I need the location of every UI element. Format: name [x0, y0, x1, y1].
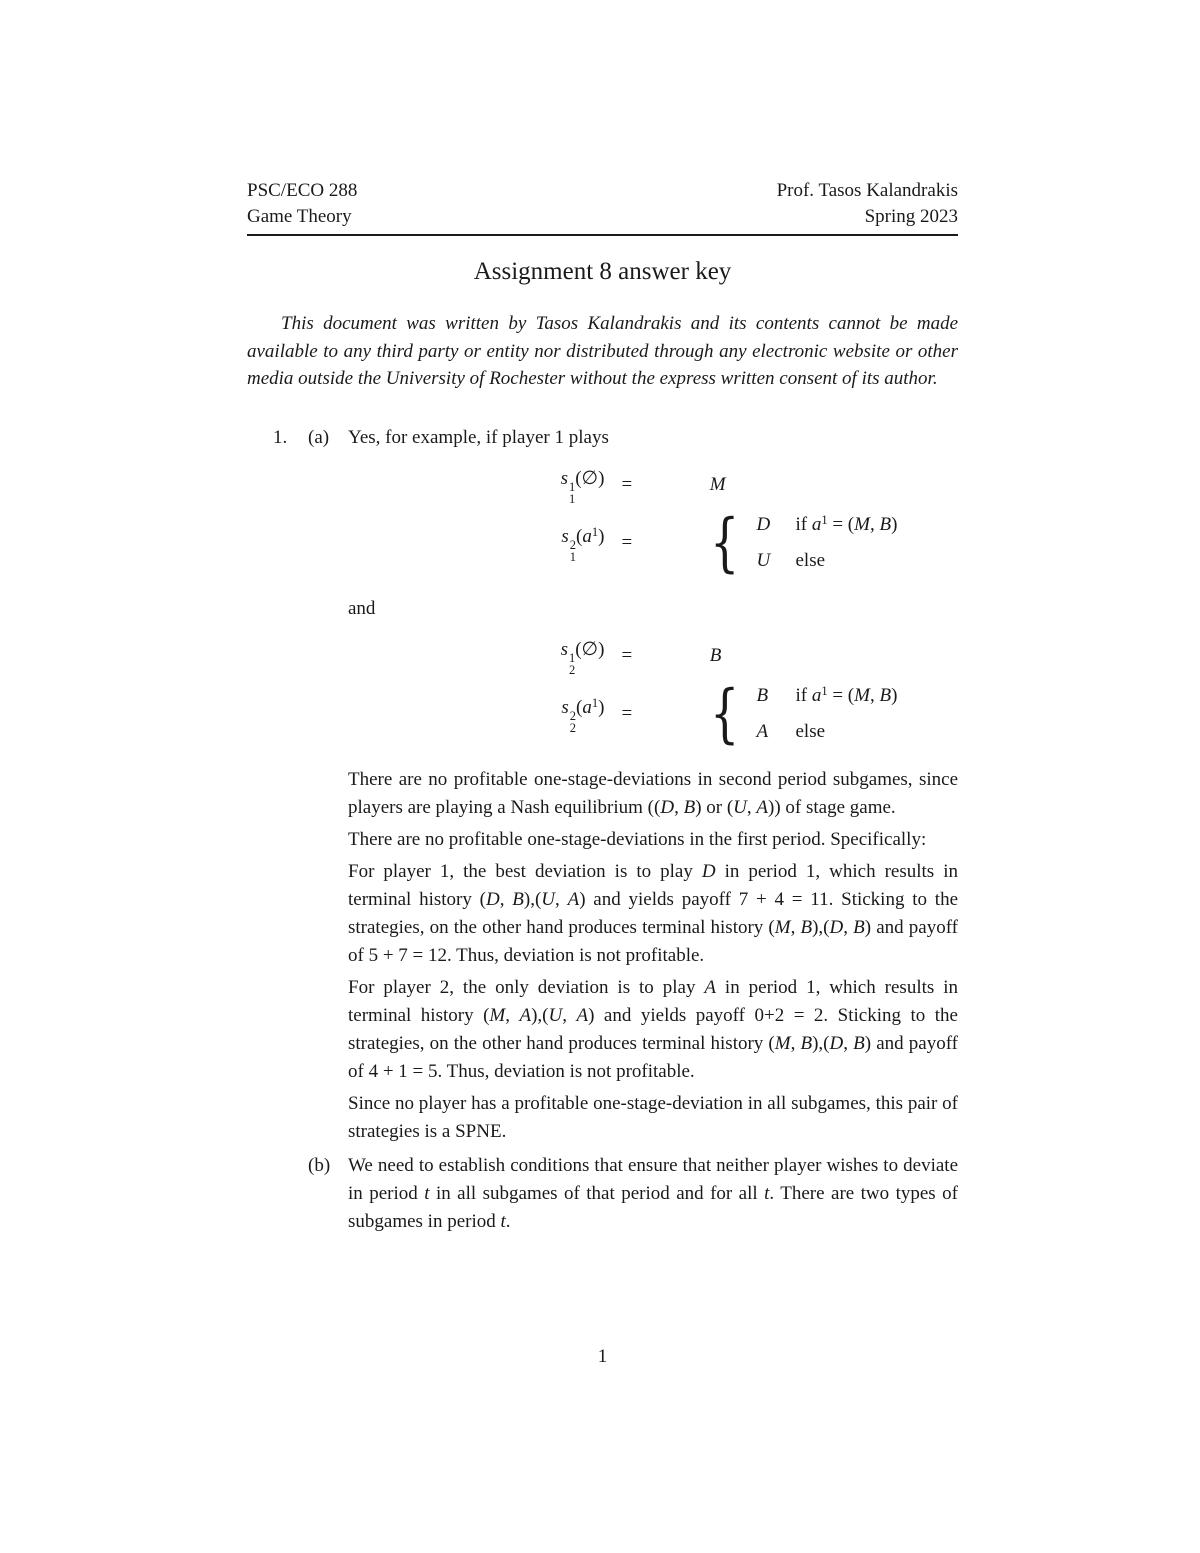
strategy-lhs-p2-t1: [561, 636, 605, 676]
item-1-number: 1.: [273, 426, 288, 448]
subscript: 1: [568, 491, 576, 506]
paragraph-no-first-period-deviation: There are no profitable one-stage-deviations in the first period. Specifically:: [348, 828, 927, 850]
case-value: B: [756, 684, 769, 706]
header-rule: [247, 234, 958, 236]
course-code: PSC/ECO 288: [247, 180, 358, 201]
case-condition: if $a^1 = (M$, B): [795, 683, 898, 706]
cases-expression-p2: [709, 676, 898, 751]
case-value: D: [756, 513, 771, 535]
page-number: 1: [597, 1346, 608, 1367]
professor-name: Prof. Tasos Kalandrakis: [776, 180, 958, 201]
course-name: Game Theory: [247, 206, 352, 227]
strategy-args: (∅): [575, 467, 605, 489]
strategy-lhs-p1-t2: [561, 523, 604, 563]
document-title: Assignment 8 answer key: [473, 258, 732, 285]
cases-expression-p1: [709, 505, 898, 580]
case-condition: else: [795, 549, 826, 571]
part-a-intro: Yes, for example, if player 1 plays: [348, 426, 609, 448]
cases-brace: {: [709, 505, 740, 580]
strategy-lhs-p1-t1: [561, 465, 605, 505]
subscript: 2: [568, 662, 576, 677]
case-row: [756, 682, 897, 710]
part-a-body: [348, 424, 958, 1146]
equals-sign: =: [621, 531, 633, 553]
strategy-symbol: s: [561, 696, 569, 718]
strategy-args: $(a^1)$: [576, 524, 605, 547]
equals-sign: =: [621, 702, 633, 724]
equals-sign: =: [621, 473, 633, 495]
strategy-symbol: s: [560, 467, 568, 489]
equation-player1: [348, 465, 958, 580]
part-a-label: (a): [308, 426, 330, 448]
subscript: 1: [569, 549, 577, 564]
case-condition: if $a^1 = (M$, B): [795, 512, 898, 535]
equation-grid: [500, 636, 958, 751]
header-row-2: [247, 204, 958, 230]
equation-player2: [348, 636, 958, 751]
paragraph-spne-conclusion: Since no player has a profitable one-stage-deviation in all subgames, this pair of strategies is a SPNE.: [348, 1092, 958, 1142]
strategy-rhs-p2-t1: B: [709, 644, 722, 666]
copyright-notice: This document was written by Tasos Kalandrakis and its contents cannot be made available to any third party or entity nor distributed through any electronic website or other media outside the University of Rochester without the express written consent of its author.: [247, 313, 958, 389]
case-row: [756, 511, 897, 539]
item-1: [247, 424, 958, 1236]
strategy-symbol: s: [560, 638, 568, 660]
strategy-lhs-p2-t2: [561, 694, 604, 734]
superscript: 2: [569, 708, 577, 723]
case-row: [756, 547, 897, 575]
term: Spring 2023: [864, 206, 958, 227]
item-1-part-b: [247, 1152, 958, 1236]
case-value: U: [756, 549, 771, 571]
paragraph-player1-deviation: For player 1, the best deviation is to play D in period 1, which results in terminal history (D, B),(U, A) and yields payoff 7 + 4 = 11. Sticking to the strategies, on the other hand produces terminal history (M, B),(D, B) and payoff of 5 + 7 = 12. Thus, deviation is not profitable.: [348, 860, 959, 966]
strategy-args: $(a^1)$: [576, 695, 605, 718]
part-b-text: We need to establish conditions that ensure that neither player wishes to deviate in period t in all subgames of that period and for all t. There are two types of subgames in period t.: [348, 1154, 958, 1232]
strategy-rhs-p1-t1: M: [709, 473, 726, 495]
equals-sign: =: [621, 644, 633, 666]
subscript: 2: [569, 720, 577, 735]
case-row: [756, 718, 897, 746]
paragraph-no-second-period-deviation: There are no profitable one-stage-deviations in second period subgames, since players are playing a Nash equilibrium ((D, B) or (U, A)) of stage game.: [348, 768, 958, 818]
case-value: A: [756, 720, 769, 742]
cases-brace: {: [709, 676, 740, 751]
part-b-label: (b): [308, 1154, 331, 1176]
superscript: 1: [568, 479, 576, 494]
connector-and: and: [348, 597, 376, 619]
strategy-symbol: s: [561, 525, 569, 547]
strategy-args: (∅): [575, 638, 605, 660]
superscript: 2: [569, 537, 577, 552]
cases-body: [756, 511, 897, 575]
item-1-part-a: [247, 424, 958, 1146]
document-header: [247, 178, 958, 236]
superscript: 1: [568, 650, 576, 665]
part-b-body: [348, 1152, 958, 1236]
paragraph-player2-deviation: For player 2, the only deviation is to play A in period 1, which results in terminal history (M, A),(U, A) and yields payoff 0+2 = 2. Sticking to the strategies, on the other hand produces terminal history (M, B),(D, B) and payoff of 4 + 1 = 5. Thus, deviation is not profitable.: [348, 976, 959, 1082]
case-condition: else: [795, 720, 826, 742]
equation-grid: [500, 465, 958, 580]
header-row-1: [247, 178, 958, 204]
document-content: [247, 178, 958, 1236]
cases-body: [756, 682, 897, 746]
